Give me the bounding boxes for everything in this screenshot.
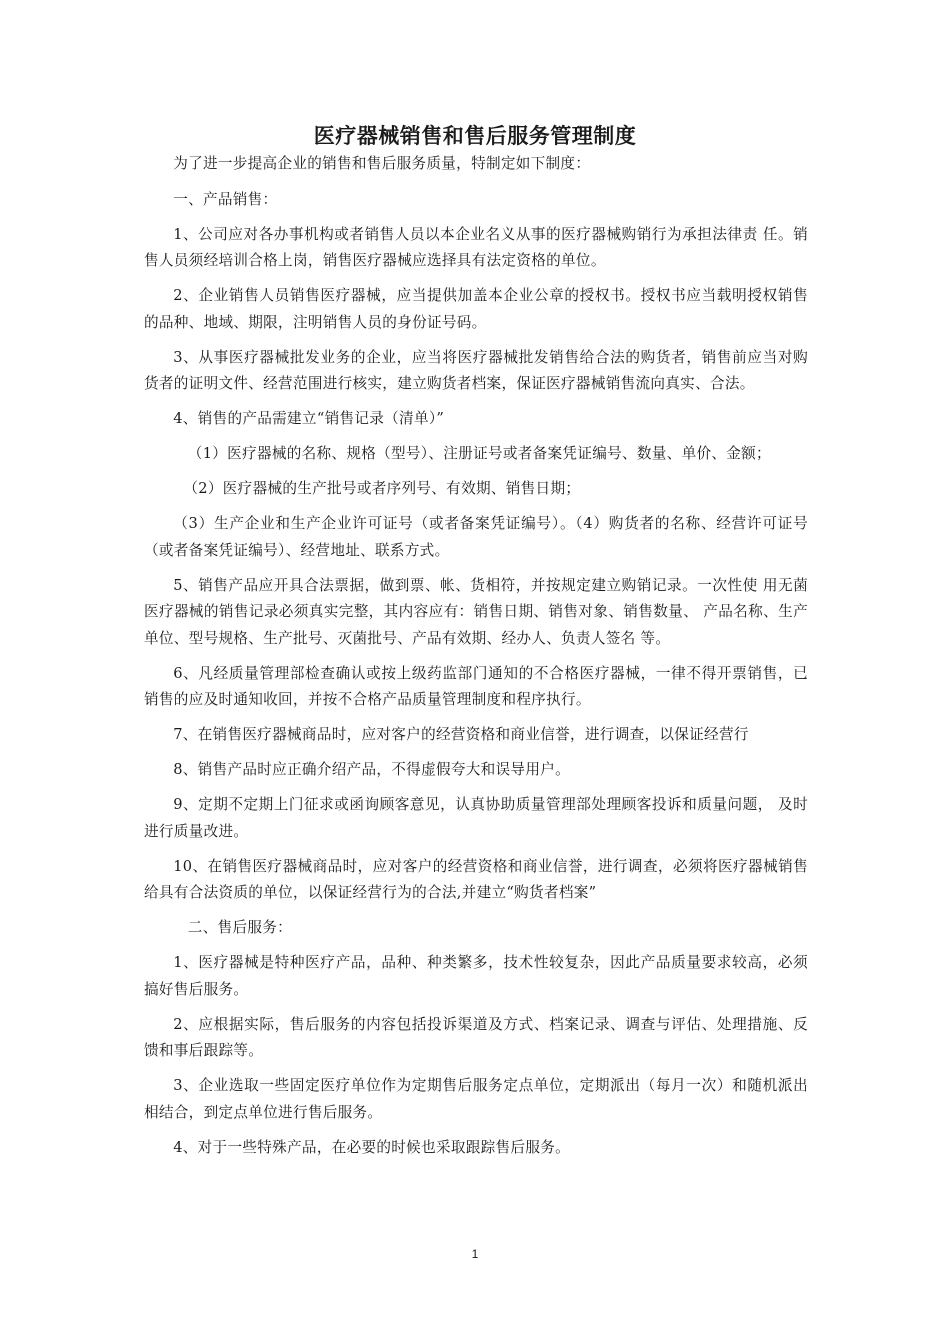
sales-item-3: 3、从事医疗器械批发业务的企业，应当将医疗器械批发销售给合法的购货者，销售前应当对购货者的证明文件、经营范围进行核实，建立购货者档案，保证医疗器械销售流向真实、合法。: [144, 348, 808, 392]
sales-record-subitem-1: （1）医疗器械的名称、规格（型号）、注册证号或者备案凭证编号、数量、单价、金额；: [187, 445, 771, 462]
after-sales-item-1: 1、医疗器械是特种医疗产品，品种、种类繁多，技术性较复杂，因此产品质量要求较高，必须搞好售后服务。: [144, 954, 808, 998]
after-sales-item-4: 4、对于一些特殊产品，在必要的时候也采取跟踪售后服务。: [173, 1138, 571, 1156]
document-title: 医疗器械销售和售后服务管理制度: [313, 124, 637, 148]
sales-item-10: 10、在销售医疗器械商品时，应对客户的经营资格和商业信誉，进行调查，必须将医疗器械销售给具有合法资质的单位，以保证经营行为的合法,并建立“购货者档案”: [144, 857, 808, 901]
sales-record-subitem-3-4: （3）生产企业和生产企业许可证号（或者备案凭证编号）。（4）购货者的名称、经营许可证号（或者备案凭证编号）、经营地址、联系方式。: [144, 515, 808, 559]
sales-item-5: 5、销售产品应开具合法票据，做到票、帐、货相符，并按规定建立购销记录。一次性使 用无菌医疗器械的销售记录必须真实完整，其内容应有：销售日期、销售对象、销售数量、 产品名称、生产单位、型号规格、生产批号、灭菌批号、产品有效期、经办人、负责人签名 等。: [144, 576, 808, 647]
section-heading-after-sales: 二、售后服务：: [187, 919, 293, 936]
sales-record-subitem-2: （2）医疗器械的生产批号或者序列号、有效期、销售日期；: [183, 480, 581, 497]
after-sales-item-3: 3、企业选取一些固定医疗单位作为定期售后服务定点单位，定期派出（每月一次）和随机派出相结合，到定点单位进行售后服务。: [144, 1077, 808, 1121]
document-body: [144, 151, 808, 1161]
sales-item-4: 4、销售的产品需建立“销售记录（清单）”: [173, 410, 445, 427]
sales-item-1: 1、公司应对各办事机构或者销售人员以本企业名义从事的医疗器械购销行为承担法律责 任。销售人员须经培训合格上岗，销售医疗器械应选择具有法定资格的单位。: [144, 225, 808, 269]
sales-item-2: 2、企业销售人员销售医疗器械，应当提供加盖本企业公章的授权书。授权书应当载明授权销售的品种、地域、期限，注明销售人员的身份证号码。: [144, 287, 808, 331]
after-sales-item-2: 2、应根据实际，售后服务的内容包括投诉渠道及方式、档案记录、调查与评估、处理措施、反馈和事后跟踪等。: [144, 1015, 808, 1059]
sales-item-7: 7、在销售医疗器械商品时，应对客户的经营资格和商业信誉，进行调查，以保证经营行: [173, 726, 749, 743]
sales-item-9: 9、定期不定期上门征求或函询顾客意见，认真协助质量管理部处理顾客投诉和质量问题， 及时进行质量改进。: [144, 796, 808, 840]
section-heading-sales: 一、产品销售：: [173, 190, 278, 208]
sales-item-6: 6、凡经质量管理部检查确认或按上级药监部门通知的不合格医疗器械，一律不得开票销售，已销售的应及时通知收回，并按不合格产品质量管理制度和程序执行。: [144, 664, 808, 708]
sales-item-8: 8、销售产品时应正确介绍产品，不得虚假夸大和误导用户。: [173, 761, 571, 778]
intro-paragraph: 为了进一步提高企业的销售和售后服务质量，特制定如下制度：: [173, 155, 591, 172]
page-number: 1: [471, 1247, 479, 1261]
